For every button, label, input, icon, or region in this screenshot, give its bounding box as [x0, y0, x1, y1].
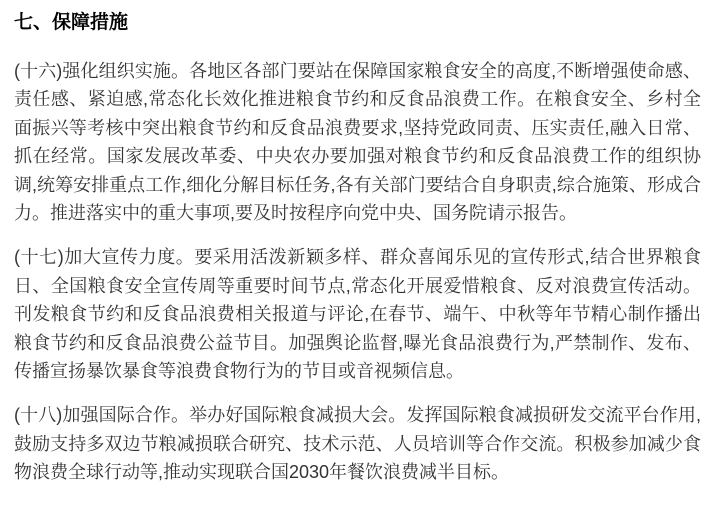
paragraph-17: (十七)加大宣传力度。要采用活泼新颖多样、群众喜闻乐见的宣传形式,结合世界粮食日、全国粮食安全宣传周等重要时间节点,常态化开展爱惜粮食、反对浪费宣传活动。刊发粮食节约和反食品浪费相关报道与评论,在春节、端午、中秋等年节精心制作播出粮食节约和反食品浪费公益节目。加强舆论监督,曝光食品浪费行为,严禁制作、发布、传播宣扬暴饮暴食等浪费食物行为的节目或音视频信息。 — [14, 247, 701, 382]
paragraph-18: (十八)加强国际合作。举办好国际粮食减损大会。发挥国际粮食减损研发交流平台作用,鼓励支持多双边节粮减损联合研究、技术示范、人员培训等合作交流。积极参加减少食物浪费全球行动等,推动实现联合国2030年餐饮浪费减半目标。 — [14, 405, 701, 483]
section-heading: 七、保障措施 — [14, 12, 129, 33]
paragraph-16: (十六)强化组织实施。各地区各部门要站在保障国家粮食安全的高度,不断增强使命感、责任感、紧迫感,常态化长效化推进粮食节约和反食品浪费工作。在粮食安全、乡村全面振兴等考核中突出粮食节约和反食品浪费要求,坚持党政同责、压实责任,融入日常、抓在经常。国家发展改革委、中央农办要加强对粮食节约和反食品浪费工作的组织协调,统筹安排重点工作,细化分解目标任务,各有关部门要结合自身职责,综合施策、形成合力。推进落实中的重大事项,要及时按程序向党中央、国务院请示报告。 — [14, 61, 701, 224]
